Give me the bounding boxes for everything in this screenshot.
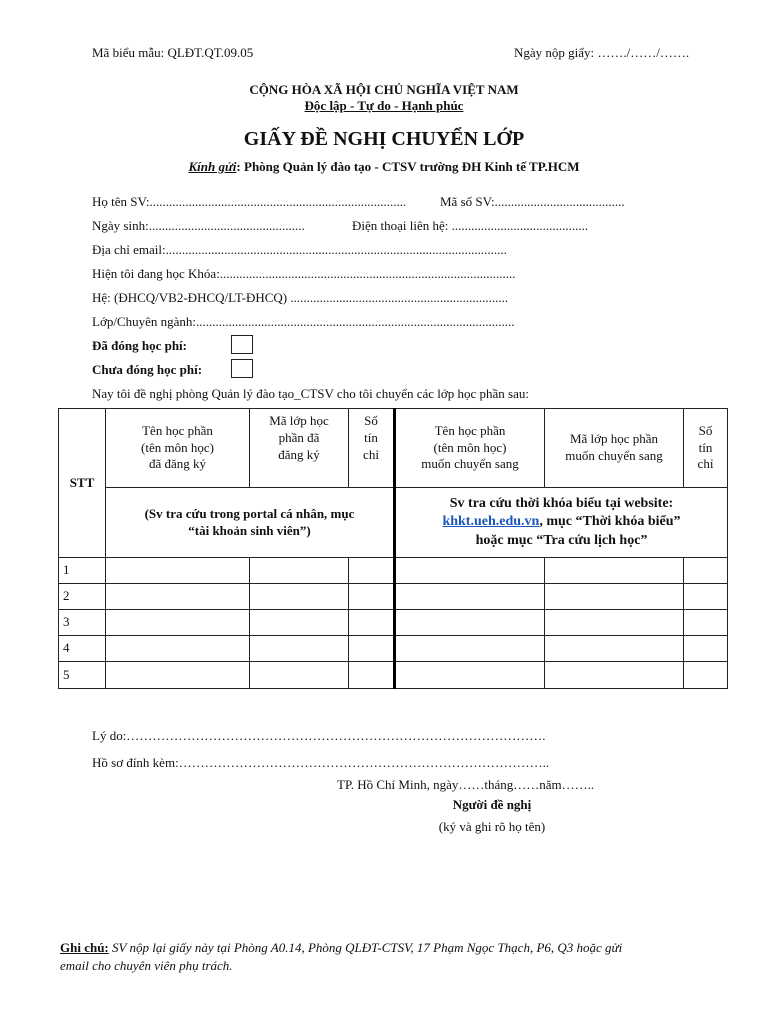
- course-transfer-table: [58, 408, 728, 689]
- note-line: [60, 940, 622, 956]
- unpaid-label: Chưa đóng học phí:: [92, 362, 203, 377]
- student-id-field[interactable]: Mã số SV:........................................: [440, 194, 625, 209]
- table-row: 5: [59, 662, 728, 689]
- table-row: 3: [59, 610, 728, 636]
- left-course-name-header: Tên học phần (tên môn học) đã đăng ký: [106, 409, 250, 488]
- country-name: CỘNG HÒA XÃ HỘI CHỦ NGHĨA VIỆT NAM: [249, 82, 519, 97]
- student-name-field[interactable]: Họ tên SV:...............................................................................: [92, 194, 407, 209]
- note-text: SV nộp lại giấy này tại Phòng A0.14, Phòng QLĐT-CTSV, 17 Phạm Ngọc Thạch, P6, Q3 hoặc gửi: [108, 940, 623, 955]
- website-link[interactable]: khkt.ueh.edu.vn: [442, 514, 540, 530]
- course-field[interactable]: Hiện tôi đang học Khóa:...........................................................................................: [92, 266, 516, 281]
- note-text-2: email cho chuyên viên phụ trách.: [60, 958, 233, 973]
- unpaid-checkbox[interactable]: [231, 359, 253, 378]
- class-field[interactable]: Lớp/Chuyên ngành:..................................................................................................: [92, 314, 515, 329]
- document-title: GIẤY ĐỀ NGHỊ CHUYỂN LỚP: [243, 128, 525, 150]
- reason-field[interactable]: Lý do:…………………………………………………………………………………….: [92, 728, 546, 743]
- right-lookup-note: Sv tra cứu thời khóa biểu tại website: khkt.ueh.edu.vn, mục “Thời khóa biểu” hoặc mục “Tra cứu lịch học”: [395, 488, 728, 558]
- recipient-text: : Phòng Quản lý đào tạo - CTSV trường ĐH Kinh tế TP.HCM: [236, 159, 580, 174]
- right-course-name-header: Tên học phần (tên môn học) muốn chuyển sang: [395, 409, 545, 488]
- stt-header: STT: [59, 409, 106, 558]
- signature-note: (ký và ghi rõ họ tên): [438, 819, 546, 834]
- paid-label: Đã đóng học phí:: [92, 338, 187, 353]
- left-credits-header: Số tín chỉ: [349, 409, 395, 488]
- dob-field[interactable]: Ngày sinh:................................................: [92, 218, 305, 233]
- paid-checkbox[interactable]: [231, 335, 253, 354]
- right-credits-header: Số tín chỉ: [684, 409, 728, 488]
- note-label: Ghi chú:: [60, 940, 109, 955]
- place-date: TP. Hồ Chí Minh, ngày……tháng……năm……..: [337, 777, 595, 792]
- submit-date: Ngày nộp giấy: ……./……/…….: [514, 45, 690, 60]
- left-lookup-note: (Sv tra cứu trong portal cá nhân, mục “tài khoản sinh viên”): [106, 488, 395, 558]
- phone-field[interactable]: Điện thoại liên hệ: ..........................................: [352, 218, 589, 233]
- recipient-line: [0, 159, 768, 175]
- email-field[interactable]: Địa chỉ email:.........................................................................................................: [92, 242, 507, 257]
- table-row: 2: [59, 584, 728, 610]
- left-class-code-header: Mã lớp học phần đã đăng ký: [250, 409, 349, 488]
- recipient-label: Kính gửi: [188, 159, 237, 174]
- form-code: Mã biểu mẫu: QLĐT.QT.09.05: [92, 45, 254, 60]
- system-field[interactable]: Hệ: (ĐHCQ/VB2-ĐHCQ/LT-ĐHCQ) ...................................................................: [92, 290, 509, 305]
- attachments-field[interactable]: Hồ sơ đính kèm:…………………………………………………………………………..: [92, 755, 550, 770]
- request-text: Nay tôi đề nghị phòng Quản lý đào tạo_CTSV cho tôi chuyển các lớp học phần sau:: [92, 386, 529, 401]
- table-row: 1: [59, 558, 728, 584]
- table-row: 4: [59, 636, 728, 662]
- national-slogan: Độc lập - Tự do - Hạnh phúc: [304, 98, 464, 113]
- requester-label: Người đề nghị: [452, 797, 532, 812]
- right-class-code-header: Mã lớp học phần muốn chuyển sang: [545, 409, 684, 488]
